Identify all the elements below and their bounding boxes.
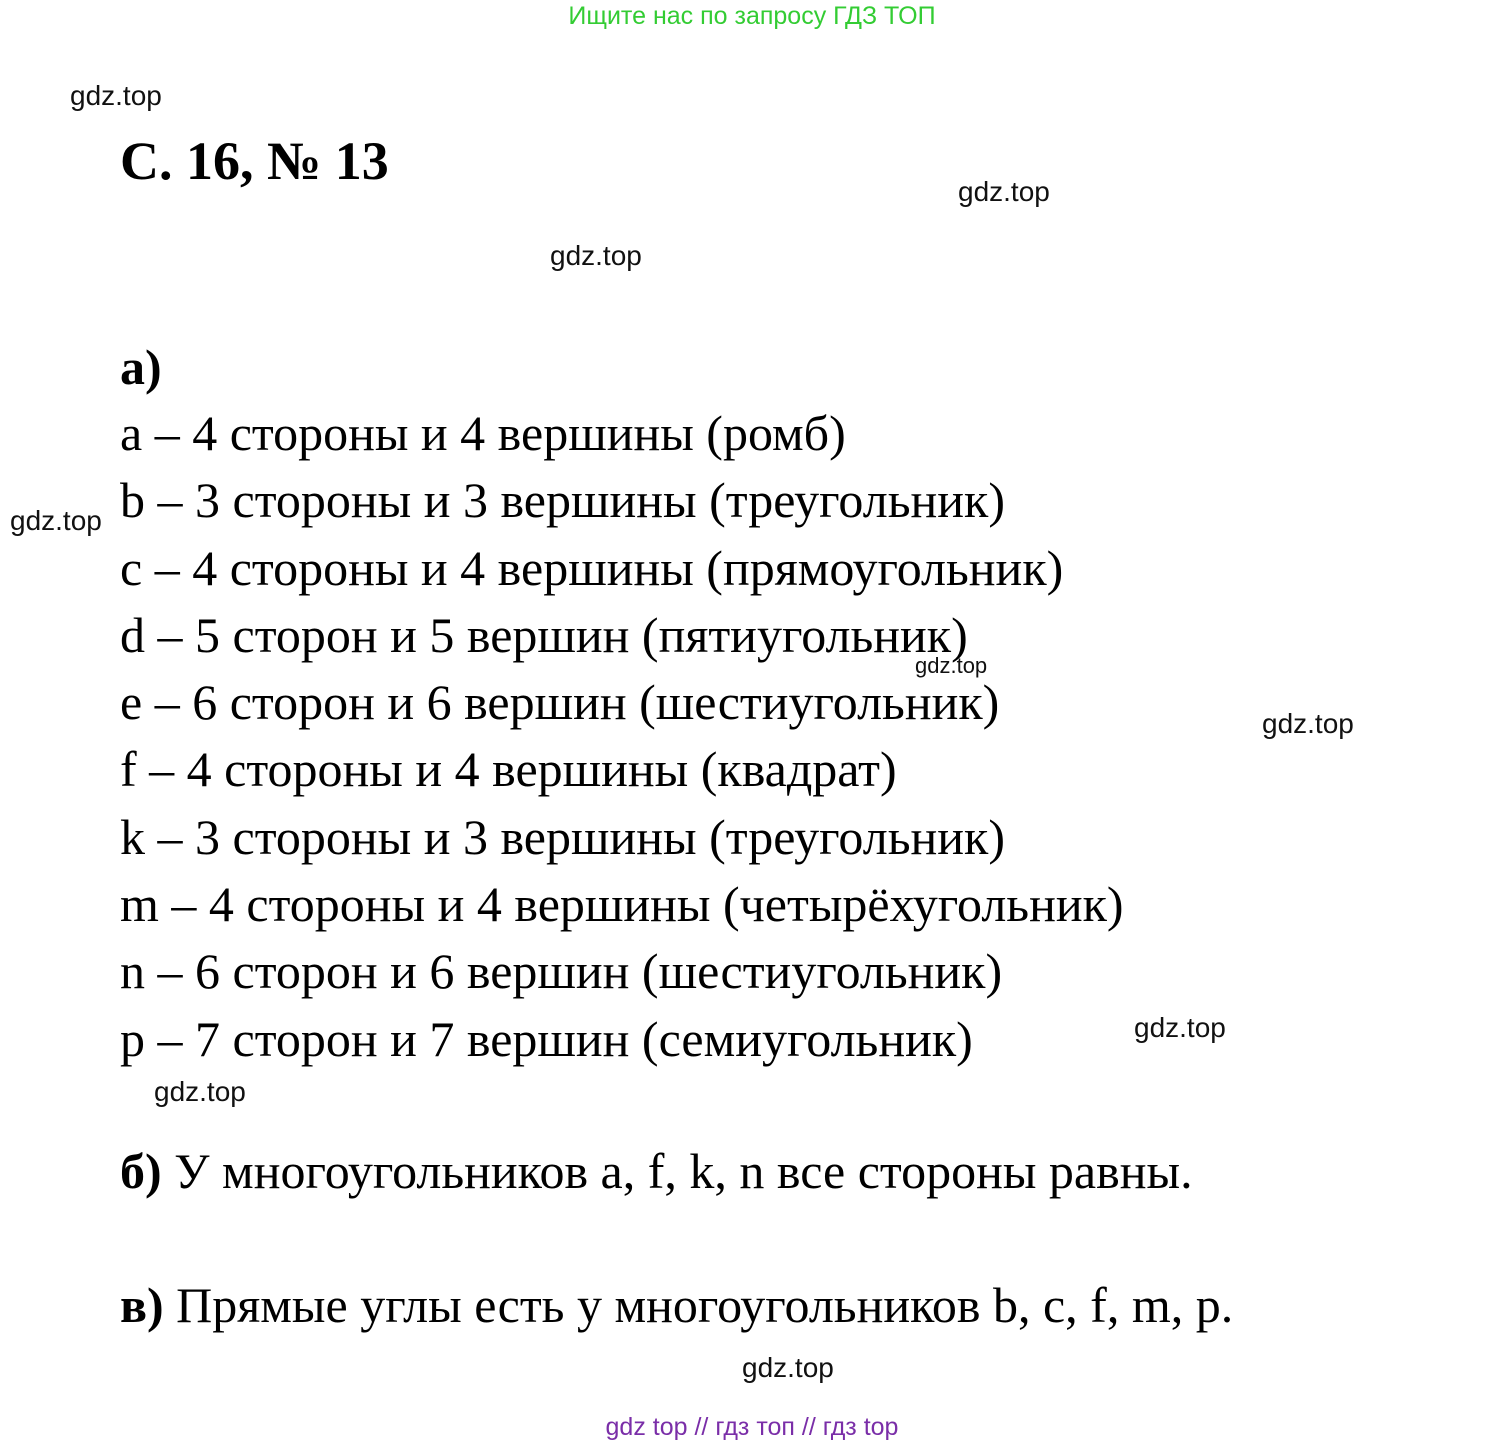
part-b-label: б) [120,1143,162,1199]
list-item: a – 4 стороны и 4 вершины (ромб) [120,405,846,461]
list-item: m – 4 стороны и 4 вершины (четырёхугольник) [120,876,1124,933]
watermark: gdz.top [958,176,1050,207]
part-c-text: Прямые углы есть у многоугольников b, c, f, m, p. [176,1277,1234,1333]
watermark: gdz.top [742,1352,834,1383]
watermark: gdz.top [1134,1012,1226,1043]
list-item: e – 6 сторон и 6 вершин (шестиугольник) [120,674,1000,731]
part-b-text: У многоугольников a, f, k, n все стороны равны. [174,1143,1193,1199]
list-item: d – 5 сторон и 5 вершин (пятиугольник) [120,606,968,663]
watermark: gdz.top [154,1076,246,1107]
polygon-list [120,400,1124,1073]
part-a-label: а) [120,339,162,395]
top-banner: Ищите нас по запросу ГДЗ ТОП [568,2,936,30]
footer-links: gdz top // гдз топ // гдз top [605,1413,899,1441]
list-item: k – 3 стороны и 3 вершины (треугольник) [120,808,1005,865]
list-item: n – 6 сторон и 6 вершин (шестиугольник) [120,943,1003,1000]
list-item: b – 3 стороны и 3 вершины (треугольник) [120,472,1005,529]
list-item: c – 4 стороны и 4 вершины (прямоугольник) [120,539,1064,596]
watermark: gdz.top [550,240,642,271]
page-title: С. 16, № 13 [120,131,389,191]
watermark: gdz.top [70,80,162,111]
list-item: p – 7 сторон и 7 вершин (семиугольник) [120,1010,973,1067]
part-b-answer [120,1138,1193,1204]
list-item: f – 4 стороны и 4 вершины (квадрат) [120,741,897,798]
watermark: gdz.top [915,653,988,678]
part-c-answer [120,1272,1233,1338]
part-c-label: в) [120,1277,164,1333]
watermark: gdz.top [10,505,102,536]
watermark: gdz.top [1262,708,1354,739]
